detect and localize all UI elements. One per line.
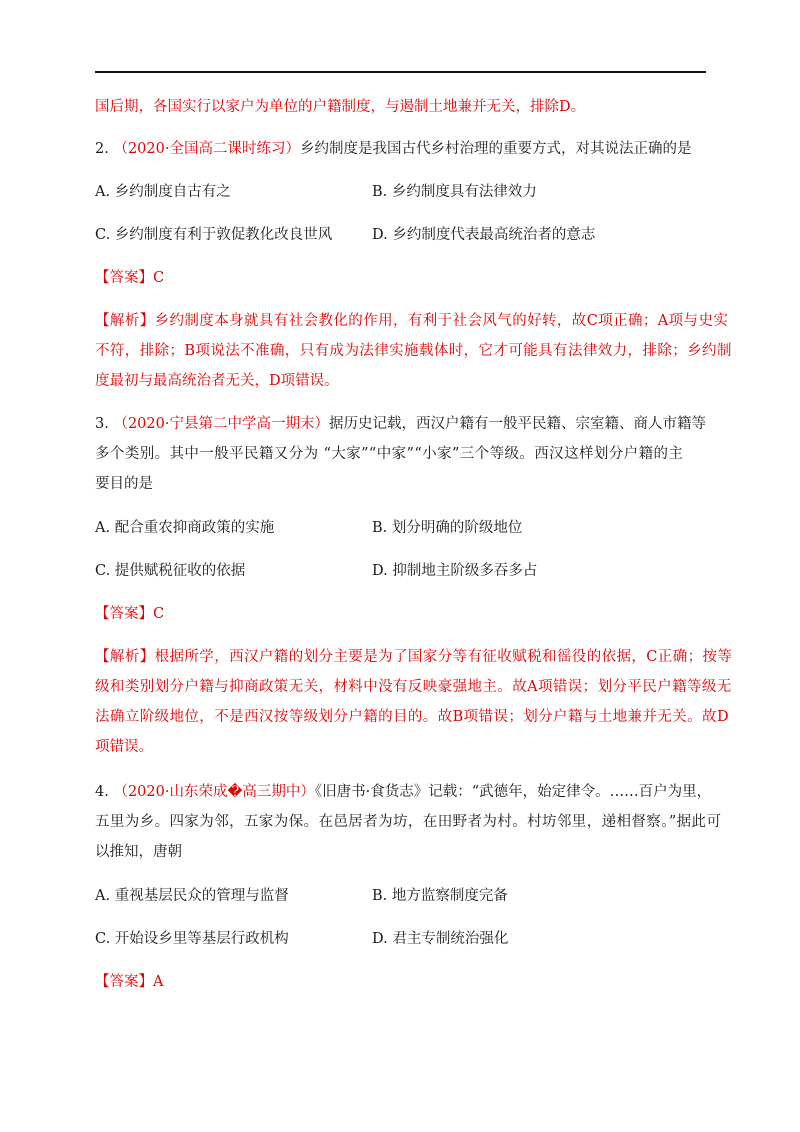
question-3-stem bbox=[95, 414, 706, 434]
question-text-line: 五里为乡。四家为邻，五家为保。在邑居者为坊，在田野者为村。村坊邻里，递相督察。”据此可 bbox=[95, 814, 722, 830]
option-d: D. 乡约制度代表最高统治者的意志 bbox=[372, 227, 596, 243]
analysis-line: 度最初与最高统治者无关，D项错误。 bbox=[95, 373, 339, 389]
option-c: C. 提供赋税征收的依据 bbox=[95, 563, 246, 579]
question-text-line: 以推知，唐朝 bbox=[95, 844, 182, 860]
answer-label: 【答案】A bbox=[95, 974, 164, 990]
option-b: B. 划分明确的阶级地位 bbox=[372, 520, 523, 536]
question-number: 4. bbox=[95, 784, 109, 800]
answer-label: 【答案】C bbox=[95, 270, 165, 286]
question-text-line: 要目的是 bbox=[95, 476, 153, 492]
intro-line: 国后期，各国实行以家户为单位的户籍制度，与遏制土地兼并无关，排除D。 bbox=[95, 99, 586, 115]
analysis-line: 级和类别划分户籍与抑商政策无关，材料中没有反映豪强地主。故A项错误；划分平民户籍等级无 bbox=[95, 679, 732, 695]
option-a: A. 乡约制度自古有之 bbox=[95, 184, 231, 200]
analysis-line: 项错误。 bbox=[95, 739, 153, 755]
analysis-line: 法确立阶级地位，不是西汉按等级划分户籍的目的。故B项错误；划分户籍与土地兼并无关。故D bbox=[95, 709, 729, 725]
header-rule bbox=[95, 71, 706, 73]
analysis-line: 【解析】乡约制度本身就具有社会教化的作用，有利于社会风气的好转，故C项正确；A项与史实 bbox=[95, 313, 729, 329]
analysis-line: 不符，排除；B项说法不准确，只有成为法律实施载体时，它才可能具有法律效力，排除；乡约制 bbox=[95, 343, 732, 359]
option-a: A. 重视基层民众的管理与监督 bbox=[95, 888, 289, 904]
question-number: 2. bbox=[95, 141, 109, 157]
question-source: （2020·山东荣成�高三期中） bbox=[113, 784, 315, 800]
option-d: D. 君主专制统治强化 bbox=[372, 931, 509, 947]
question-number: 3. bbox=[95, 416, 109, 432]
option-d: D. 抑制地主阶级多吞多占 bbox=[372, 563, 538, 579]
question-text: 《旧唐书·食货志》记载：“武德年，始定律令。……百户为里， bbox=[314, 784, 712, 800]
question-2-stem bbox=[95, 139, 691, 159]
option-c: C. 开始设乡里等基层行政机构 bbox=[95, 931, 289, 947]
analysis-line: 【解析】根据所学，西汉户籍的划分主要是为了国家分等有征收赋税和徭役的依据，C正确；按等 bbox=[95, 649, 733, 665]
option-c: C. 乡约制度有利于敦促教化改良世风 bbox=[95, 227, 333, 243]
option-b: B. 地方监察制度完备 bbox=[372, 888, 508, 904]
question-text-line: 多个类别。其中一般平民籍又分为 “大家”“中家”“小家”三个等级。西汉这样划分户籍的主 bbox=[95, 446, 684, 462]
question-source: （2020·全国高二课时练习） bbox=[113, 141, 300, 157]
question-source: （2020·宁县第二中学高一期末） bbox=[113, 416, 329, 432]
question-text: 据历史记载，西汉户籍有一般平民籍、宗室籍、商人市籍等 bbox=[328, 416, 706, 432]
option-a: A. 配合重农抑商政策的实施 bbox=[95, 520, 275, 536]
answer-label: 【答案】C bbox=[95, 606, 165, 622]
question-text: 乡约制度是我国古代乡村治理的重要方式，对其说法正确的是 bbox=[299, 141, 692, 157]
question-4-stem bbox=[95, 782, 711, 802]
option-b: B. 乡约制度具有法律效力 bbox=[372, 184, 537, 200]
